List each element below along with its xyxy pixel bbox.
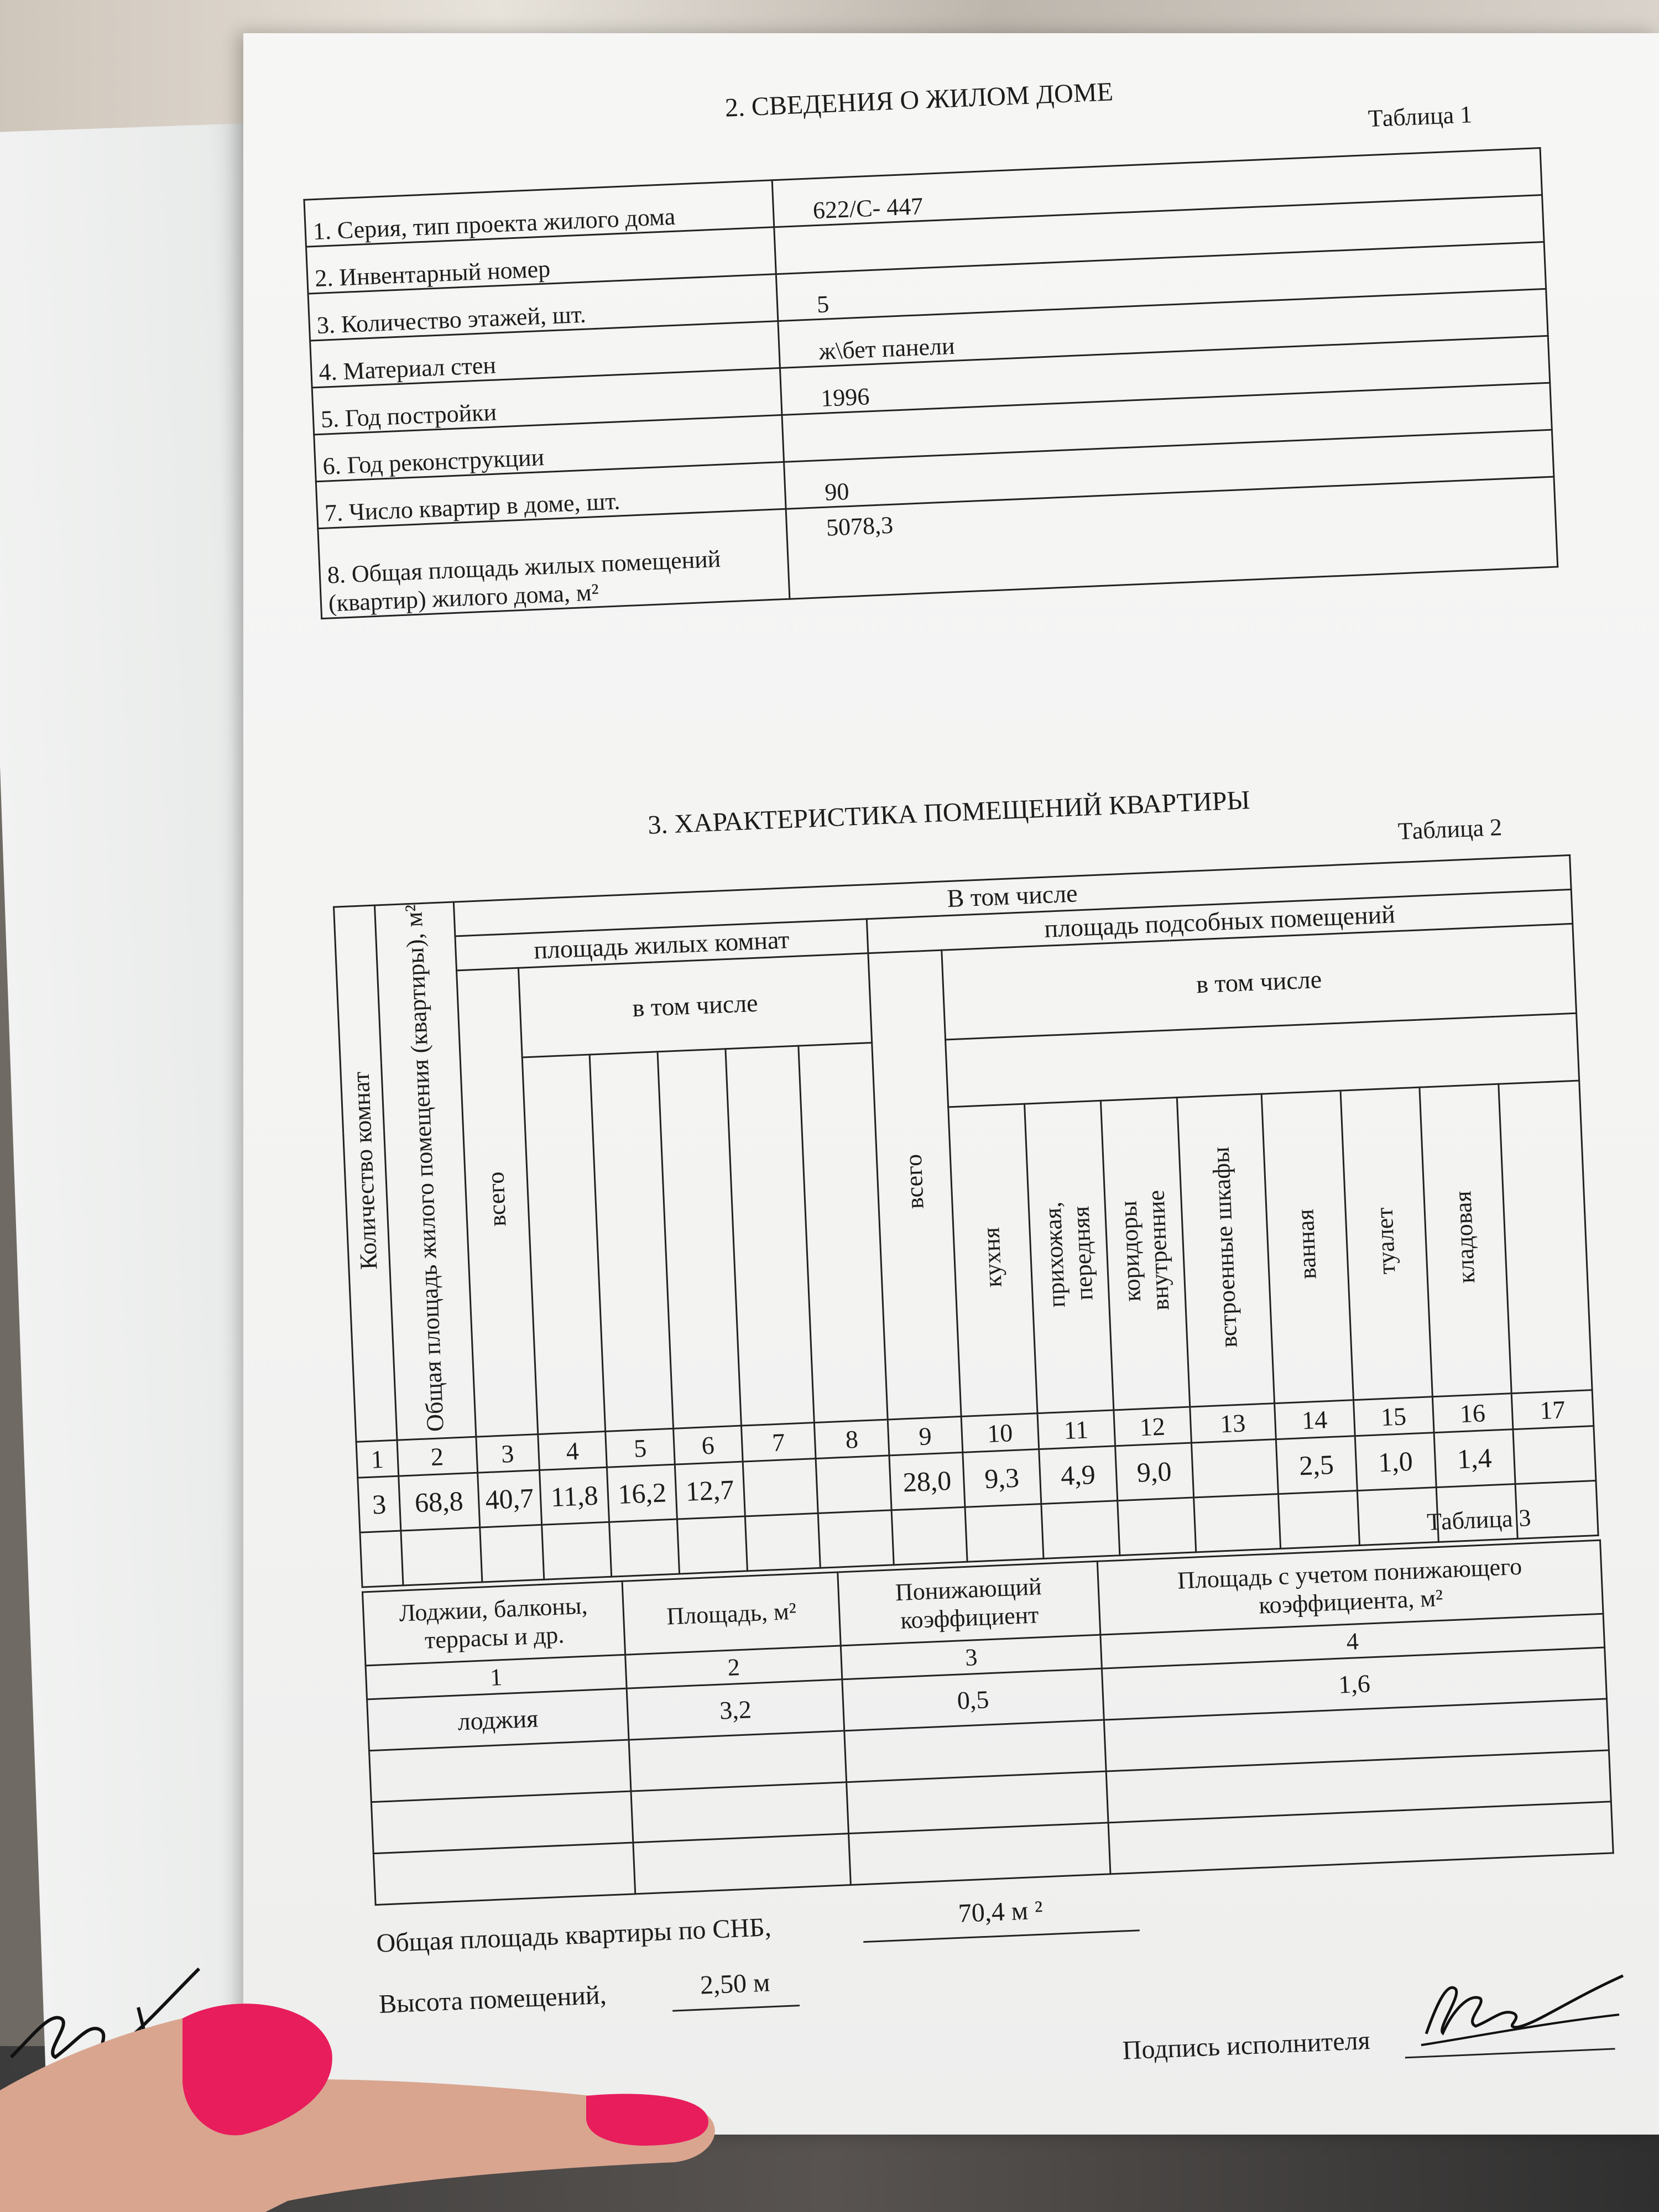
data-cell: 4,9 bbox=[1039, 1446, 1117, 1504]
header-living-area: площадь жилых комнат bbox=[455, 919, 868, 971]
header-living-including: в том числе bbox=[518, 953, 872, 1057]
header-living-total: всего bbox=[456, 968, 538, 1437]
table3-label: Таблица 3 bbox=[1426, 1504, 1532, 1536]
table3 bbox=[362, 1540, 1614, 1906]
height-value: 2,50 м bbox=[671, 1966, 800, 2012]
header-storage: кладовая bbox=[1420, 1084, 1511, 1396]
col-number: 13 bbox=[1190, 1404, 1276, 1443]
table1-value-cell: 90 bbox=[784, 430, 1554, 509]
total-area-value: 70,4 м ² bbox=[862, 1891, 1140, 1943]
table3-header-cell: Площадь, м² bbox=[622, 1572, 841, 1655]
header-aux-total: всего bbox=[868, 950, 961, 1420]
col-number: 10 bbox=[961, 1413, 1039, 1453]
table3-header-cell: Лоджии, балконы, террасы и др. bbox=[362, 1581, 625, 1666]
data-cell: 0,5 bbox=[842, 1668, 1104, 1731]
section3-title: 3. ХАРАКТЕРИСТИКА ПОМЕЩЕНИЙ КВАРТИРЫ bbox=[647, 785, 1251, 840]
col-number: 11 bbox=[1037, 1410, 1115, 1449]
data-cell bbox=[1513, 1426, 1596, 1484]
table1-value-cell: 5 bbox=[776, 242, 1546, 321]
table1-label-cell: 3. Количество этажей, шт. bbox=[308, 274, 778, 341]
table3-header-cell: Площадь с учетом понижающего коэффициента, м² bbox=[1097, 1540, 1603, 1635]
col-number: 4 bbox=[1100, 1614, 1605, 1668]
table1-value-cell: 5078,3 bbox=[786, 477, 1558, 599]
col-number: 17 bbox=[1511, 1390, 1594, 1430]
table1-label: Таблица 1 bbox=[1367, 101, 1473, 133]
data-cell: 1,6 bbox=[1102, 1647, 1606, 1720]
table1-label-cell: 4. Материал стен bbox=[310, 321, 780, 388]
col-number: 4 bbox=[538, 1431, 607, 1470]
header-kitchen: кухня bbox=[948, 1104, 1037, 1416]
header-bathroom: ванная bbox=[1261, 1091, 1353, 1403]
table1-label-cell: 1. Серия, тип проекта жилого дома bbox=[304, 180, 774, 247]
col-number: 3 bbox=[841, 1635, 1102, 1679]
col-number: 6 bbox=[674, 1426, 743, 1464]
header-extra bbox=[1498, 1081, 1592, 1394]
header-closets: встроенные шкафы bbox=[1177, 1094, 1275, 1407]
data-cell: 3 bbox=[358, 1476, 401, 1532]
data-cell: 68,8 bbox=[398, 1473, 479, 1531]
col-number: 15 bbox=[1353, 1397, 1434, 1436]
col-number: 12 bbox=[1114, 1407, 1191, 1446]
col-number: 16 bbox=[1432, 1394, 1513, 1433]
data-cell: 16,2 bbox=[607, 1464, 677, 1522]
data-cell: 40,7 bbox=[477, 1470, 541, 1528]
col-number: 14 bbox=[1274, 1400, 1355, 1439]
header-aux-area: площадь подсобных помещений bbox=[867, 889, 1572, 953]
header-including: В том числе bbox=[453, 855, 1571, 936]
col-number: 2 bbox=[397, 1437, 478, 1476]
data-cell bbox=[1191, 1439, 1278, 1498]
data-cell: 2,5 bbox=[1276, 1436, 1357, 1494]
signature-label: Подпись исполнителя bbox=[1121, 2025, 1371, 2065]
data-cell: 3,2 bbox=[627, 1679, 844, 1740]
header-rooms-count: Количество комнат bbox=[334, 905, 397, 1442]
table1-label-cell: 7. Число квартир в доме, шт. bbox=[316, 462, 786, 528]
table1 bbox=[303, 147, 1558, 619]
table1-value-cell: ж\бет панели bbox=[778, 289, 1548, 368]
col-number: 1 bbox=[366, 1655, 627, 1699]
table1-label-cell: 8. Общая площадь жилых помещений (квартир) жилого дома, м² bbox=[318, 509, 790, 618]
finger-image bbox=[0, 1969, 774, 2212]
data-cell bbox=[743, 1459, 818, 1516]
data-cell: 9,3 bbox=[963, 1449, 1041, 1507]
table1-label-cell: 6. Год реконструкции bbox=[314, 415, 784, 481]
data-cell: 9,0 bbox=[1115, 1443, 1193, 1501]
total-area-label: Общая площадь квартиры по СНБ, bbox=[375, 1912, 772, 1959]
col-number: 9 bbox=[888, 1417, 962, 1456]
section2-title: 2. СВЕДЕНИЯ О ЖИЛОМ ДОМЕ bbox=[724, 77, 1114, 123]
data-cell: 11,8 bbox=[539, 1467, 609, 1525]
document-sheet bbox=[299, 35, 1659, 2078]
col-number: 3 bbox=[476, 1434, 539, 1473]
table1-label-cell: 5. Год постройки bbox=[312, 368, 782, 434]
col-number: 5 bbox=[606, 1428, 675, 1467]
header-total-area: Общая площадь жилого помещения (квартиры), м² bbox=[374, 902, 476, 1440]
table2-label: Таблица 2 bbox=[1397, 813, 1503, 845]
col-number: 7 bbox=[741, 1423, 816, 1462]
signature-image bbox=[1401, 1953, 1637, 2062]
data-cell: 12,7 bbox=[675, 1462, 745, 1519]
header-hall: прихожая, передняя bbox=[1024, 1100, 1113, 1413]
data-cell: 1,0 bbox=[1355, 1433, 1436, 1491]
table1-value-cell: 1996 bbox=[780, 336, 1550, 415]
header-corridors: коридоры внутренние bbox=[1100, 1098, 1190, 1410]
data-cell: 28,0 bbox=[889, 1452, 965, 1510]
table1-label-cell: 2. Инвентарный номер bbox=[306, 227, 776, 294]
data-cell bbox=[816, 1455, 891, 1513]
table3-header-cell: Понижающий коэффициент bbox=[838, 1561, 1100, 1646]
table2 bbox=[333, 854, 1599, 1588]
data-cell: 1,4 bbox=[1434, 1430, 1515, 1488]
col-number: 1 bbox=[356, 1440, 398, 1478]
height-label: Высота помещений, bbox=[378, 1980, 607, 2019]
data-cell: лоджия bbox=[367, 1688, 629, 1751]
header-aux-including: в том числе bbox=[942, 924, 1577, 1039]
col-number: 8 bbox=[815, 1420, 889, 1459]
header-toilet: туалет bbox=[1340, 1087, 1432, 1400]
col-number: 2 bbox=[625, 1646, 842, 1688]
table1-value-cell: 622/С- 447 bbox=[772, 148, 1542, 227]
